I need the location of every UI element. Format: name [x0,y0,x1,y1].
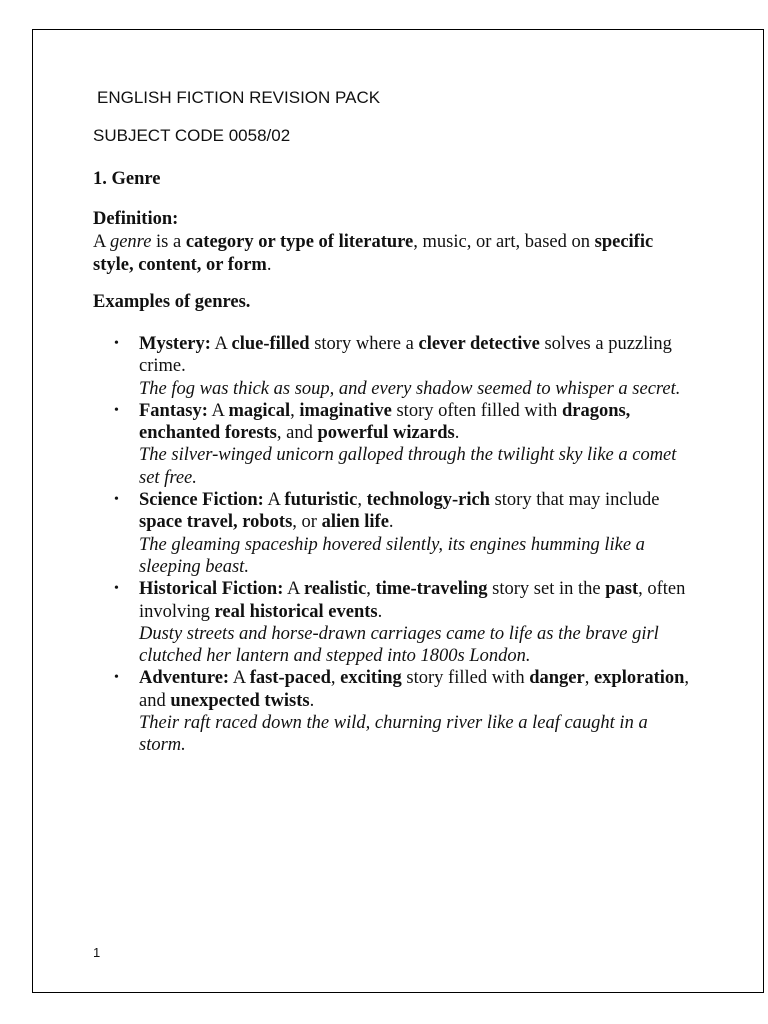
genre-keyword: danger [529,668,585,689]
genre-keyword: clever detective [418,334,540,354]
genre-desc: A [263,490,285,511]
genre-keyword: realistic [303,579,367,600]
genre-keyword: powerful wizards [317,423,455,444]
genre-desc: story often filled with [391,400,562,421]
genre-desc: A [283,579,304,600]
subject-code: SUBJECT CODE 0058/02 [93,126,291,145]
genre-name: Historical Fiction: [139,579,284,600]
definition-label: Definition: [93,209,179,229]
genre-name: Mystery: [139,334,211,354]
genre-item-adventure [114,667,699,756]
definition-part: , music, or art, based on [413,232,595,252]
genre-keyword: dragons, enchanted forests [139,400,631,444]
genre-desc: , often involving [139,579,686,622]
genre-keyword: technology-rich [366,490,490,511]
genre-example: Dusty streets and horse-drawn carriages came to life as the brave girl clutched her lantern and stepped into 1800s London. [139,623,659,667]
genre-desc: story where a [309,334,419,354]
genre-list [114,333,699,757]
bullet-icon: • [114,581,119,597]
genre-example: The gleaming spaceship hovered silently, its engines humming like a sleeping beast. [139,534,645,577]
genre-example: Their raft raced down the wild, churning river like a leaf caught in a storm. [139,713,648,756]
genre-keyword: unexpected twists [170,690,310,711]
genre-keyword: imaginative [299,400,392,421]
genre-desc: . [454,423,460,444]
genre-example: The silver-winged unicorn galloped through the twilight sky like a comet set free. [139,445,677,488]
bullet-icon: • [114,402,119,418]
definition-part: is a [151,232,186,252]
genre-item-mystery [114,333,699,400]
genre-keyword: past [605,579,639,600]
genre-desc: story set in the [487,579,606,600]
definition-part: . [266,255,272,275]
genre-desc: A [229,668,250,689]
genre-desc: A [210,334,232,354]
genre-item-historical-fiction [114,578,699,667]
genre-desc: story filled with [401,668,530,689]
bullet-icon: • [114,670,119,686]
bullet-icon: • [114,336,119,351]
genre-name: Science Fiction: [139,490,264,511]
section-heading: 1. Genre [93,169,161,189]
genre-item-science-fiction [114,489,699,578]
genre-keyword: exciting [340,668,402,689]
genre-name: Adventure: [139,668,230,689]
genre-desc: , [330,668,341,689]
genre-desc: A [207,400,229,421]
definition-part: A [93,232,110,252]
genre-keyword: magical [228,400,291,421]
definition-emphasis: category or type of literature [185,232,414,252]
genre-desc: story that may include [489,490,660,511]
genre-keyword: space travel, robots [139,512,293,533]
genre-keyword: real historical events [214,601,378,622]
genre-desc: , [290,400,300,421]
genre-desc: . [388,512,394,533]
genre-desc: , [584,668,594,689]
genre-desc: , [357,490,367,511]
genre-desc: . [309,690,315,711]
examples-label: Examples of genres. [93,292,251,312]
genre-desc: solves a puzzling crime. [139,334,672,377]
genre-keyword: time-traveling [375,579,488,600]
genre-keyword: fast-paced [249,668,331,689]
genre-keyword: futuristic [284,490,358,511]
genre-keyword: exploration [593,668,685,689]
genre-name: Fantasy: [139,400,208,421]
genre-example: The fog was thick as soup, and every shadow seemed to whisper a secret. [139,378,681,399]
genre-item-fantasy [114,400,699,489]
definition-text [93,231,693,277]
genre-desc: , and [276,423,318,444]
definition-emphasis: specific style, content, or form [93,232,654,275]
bullet-icon: • [114,492,119,508]
page-number: 1 [93,945,101,960]
definition-term: genre [109,232,152,252]
document-title: ENGLISH FICTION REVISION PACK [97,88,381,107]
genre-desc: , and [139,668,690,711]
genre-desc: . [377,601,383,622]
genre-keyword: alien life [321,512,389,533]
genre-desc: , or [292,512,322,533]
genre-keyword: clue-filled [231,334,310,354]
genre-desc: , [366,579,376,600]
